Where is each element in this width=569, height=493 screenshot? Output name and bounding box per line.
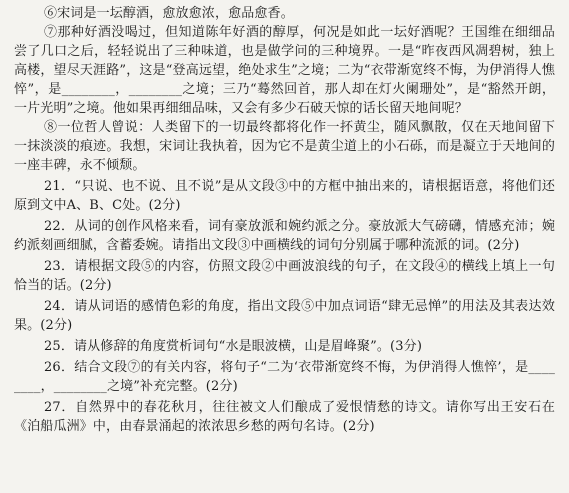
question-21: 21．“只说、也不说、且不说”是从文段③中的方框中抽出来的，请根据语意，将他们还原到文中A、B、C处。(2分): [14, 179, 555, 213]
passage-paragraph-8: ⑧一位哲人曾说：人类留下的一切最终都将化作一抔黄尘，随风飘散，仅在天地间留下一抹淡淡的痕迹。我想，宋词让我执着，因为它不是黄尘道上的小石砾，而是凝立于天地间的一座丰碑，永不倾颓。: [14, 120, 555, 173]
question-24: 24．请从词语的感情色彩的角度，指出文段⑤中加点词语“肆无忌惮”的用法及其表达效果。(2分): [14, 299, 555, 333]
question-22: 22．从词的创作风格来看，词有豪放派和婉约派之分。豪放派大气磅礴，情感充沛；婉约派刻画细腻，含蓄委婉。请指出文段③中画横线的词句分别属于哪种流派的词。(2分): [14, 219, 555, 253]
passage-paragraph-6: ⑥宋词是一坛醇酒，愈放愈浓，愈品愈香。: [44, 6, 294, 21]
question-27: 27．自然界中的春花秋月，往往被文人们酿成了爱恨情愁的诗文。请你写出王安石在《泊船瓜洲》中，由春景涌起的浓浓思乡愁的两句名诗。(2分): [14, 400, 555, 434]
passage-paragraph-7: ⑦那种好酒没喝过，但知道陈年好酒的醇厚，何况是如此一坛好酒呢？王国维在细细品尝了几口之后，轻轻说出了三种味道，也是做学问的三种境界。一是“昨夜西风凋碧树，独上高楼，望尽天涯路”，这是“登高远望，绝处求生”之境；二为“衣带渐宽终不悔，为伊消得人憔悴”，是________，________之境；三乃“蓦然回首，那人却在灯火阑珊处”，是“豁然开朗，一片光明”之境。他如果再细细品味，又会有多少石破天惊的话长留天地间呢？: [14, 25, 555, 116]
question-25: 25．请从修辞的角度赏析词句“水是眼波横，山是眉峰聚”。(3分): [44, 339, 423, 354]
question-23: 23．请根据文段⑤的内容，仿照文段②中画波浪线的句子，在文段④的横线上填上一句恰当的话。(2分): [14, 259, 555, 293]
question-26: 26．结合文段⑦的有关内容，将句子“二为‘衣带渐宽终不悔，为伊消得人憔悴’，是________，________之境”补充完整。(2分): [14, 360, 555, 394]
